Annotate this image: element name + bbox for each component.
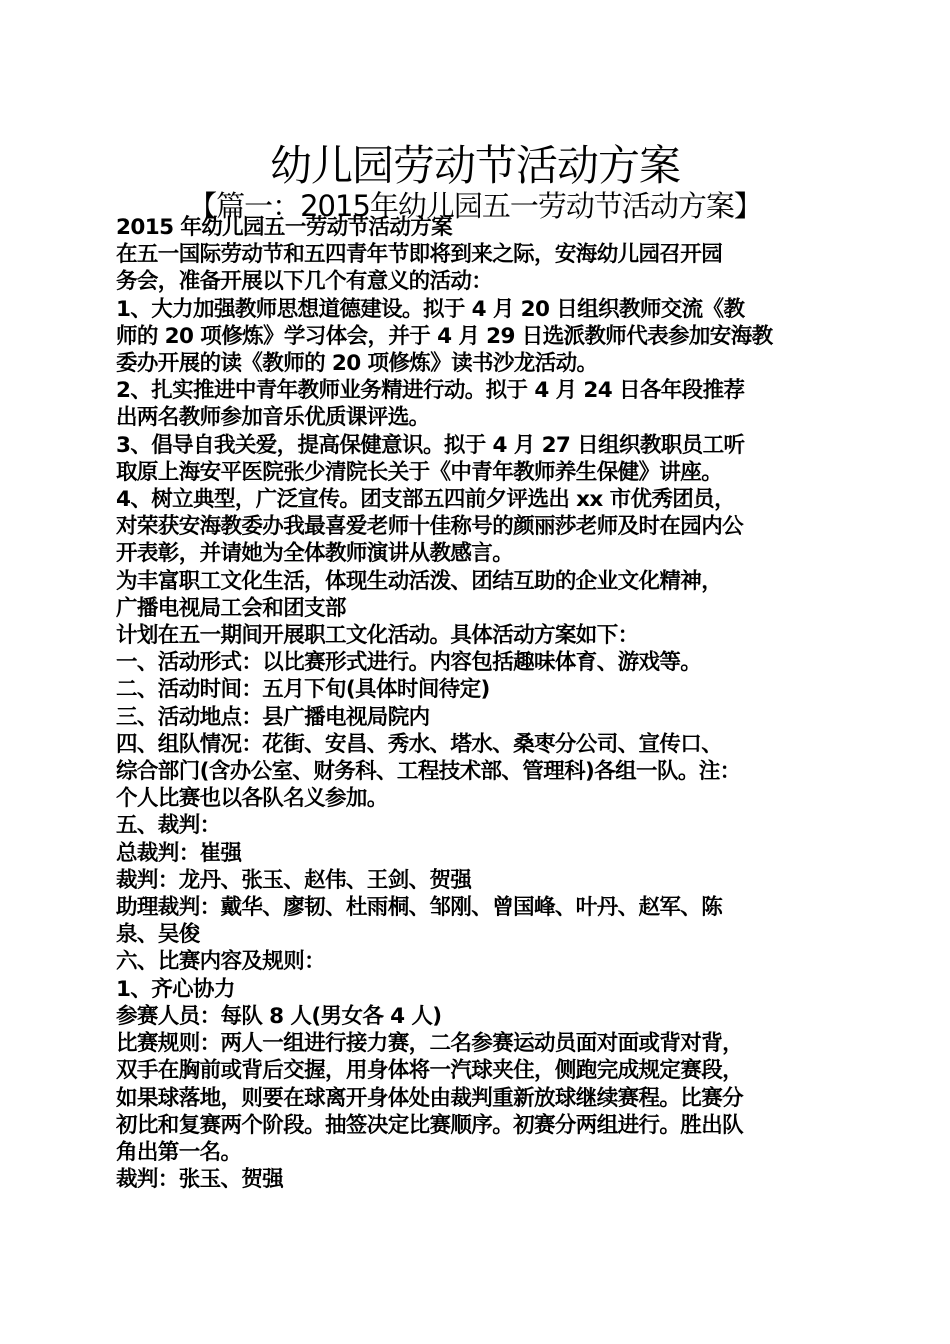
body-line: 裁判：龙丹、张玉、赵伟、王剑、贺强 xyxy=(116,867,472,893)
body-line: 对荣获安海教委办我最喜爱老师十佳称号的颜丽莎老师及时在园内公 xyxy=(116,514,744,540)
body-line: 4、树立典型，广泛宣传。团支部五四前夕评选出 xx 市优秀团员， xyxy=(116,487,735,513)
body-line: 总裁判：崔强 xyxy=(116,840,242,866)
body-line: 综合部门(含办公室、财务科、工程技术部、管理科)各组一队。注： xyxy=(116,759,741,785)
body-line: 3、倡导自我关爱，提高保健意识。拟于 4 月 27 日组织教职员工听 xyxy=(116,432,745,458)
body-line: 取原上海安平医院张少清院长关于《中青年教师养生保健》讲座。 xyxy=(116,459,723,485)
body-line: 初比和复赛两个阶段。抽签决定比赛顺序。初赛分两组进行。胜出队 xyxy=(116,1112,744,1138)
body-line: 计划在五一期间开展职工文化活动。具体活动方案如下： xyxy=(116,623,639,649)
body-line: 个人比赛也以各队名义参加。 xyxy=(116,786,388,812)
body-line: 开表彰，并请她为全体教师演讲从教感言。 xyxy=(116,541,514,567)
body-line: 一、活动形式：以比赛形式进行。内容包括趣味体育、游戏等。 xyxy=(116,650,702,676)
body-line: 出两名教师参加音乐优质课评选。 xyxy=(116,405,430,431)
body-line: 务会，准备开展以下几个有意义的活动： xyxy=(116,269,493,295)
body-line: 五、裁判： xyxy=(116,813,221,839)
body-line: 六、比赛内容及规则： xyxy=(116,949,326,975)
body-line: 如果球落地，则要在球离开身体处由裁判重新放球继续赛程。比赛分 xyxy=(116,1085,744,1111)
body-line: 1、齐心协力 xyxy=(116,976,235,1002)
body-line: 广播电视局工会和团支部 xyxy=(116,595,346,621)
body-line: 委办开展的读《教师的 20 项修炼》读书沙龙活动。 xyxy=(116,351,598,377)
body-line: 裁判：张玉、贺强 xyxy=(116,1167,284,1193)
body-line: 2、扎实推进中青年教师业务精进行动。拟于 4 月 24 日各年段推荐 xyxy=(116,378,745,404)
body-line: 助理裁判：戴华、廖韧、杜雨桐、邹刚、曾国峰、叶丹、赵军、陈 xyxy=(116,895,723,921)
document-title: 幼儿园劳动节活动方案 xyxy=(269,141,680,191)
body-line: 师的 20 项修炼》学习体会，并于 4 月 29 日选派教师代表参加安海教 xyxy=(116,323,773,349)
body-line: 比赛规则：两人一组进行接力赛，二名参赛运动员面对面或背对背， xyxy=(116,1031,744,1057)
body-line: 1、大力加强教师思想道德建设。拟于 4 月 20 日组织教师交流《教 xyxy=(116,296,745,322)
document-subtitle: 【篇一：2015年幼儿园五一劳动节活动方案】 xyxy=(188,189,762,224)
document-body xyxy=(116,214,844,1193)
body-line: 三、活动地点：县广播电视局院内 xyxy=(116,704,430,730)
body-line: 角出第一名。 xyxy=(116,1139,242,1165)
body-line: 为丰富职工文化生活，体现生动活泼、团结互助的企业文化精神， xyxy=(116,568,723,594)
body-line: 参赛人员：每队 8 人(男女各 4 人) xyxy=(116,1003,442,1029)
body-line: 二、活动时间：五月下旬(具体时间待定) xyxy=(116,677,490,703)
body-line: 泉、吴俊 xyxy=(116,922,200,948)
body-line: 在五一国际劳动节和五四青年节即将到来之际，安海幼儿园召开园 xyxy=(116,242,723,268)
body-line: 四、组队情况：花街、安昌、秀水、塔水、桑枣分公司、宣传口、 xyxy=(116,731,723,757)
body-line: 2015 年幼儿园五一劳动节活动方案 xyxy=(116,215,453,240)
body-line: 双手在胸前或背后交握，用身体将一汽球夹住，侧跑完成规定赛段， xyxy=(116,1058,744,1084)
